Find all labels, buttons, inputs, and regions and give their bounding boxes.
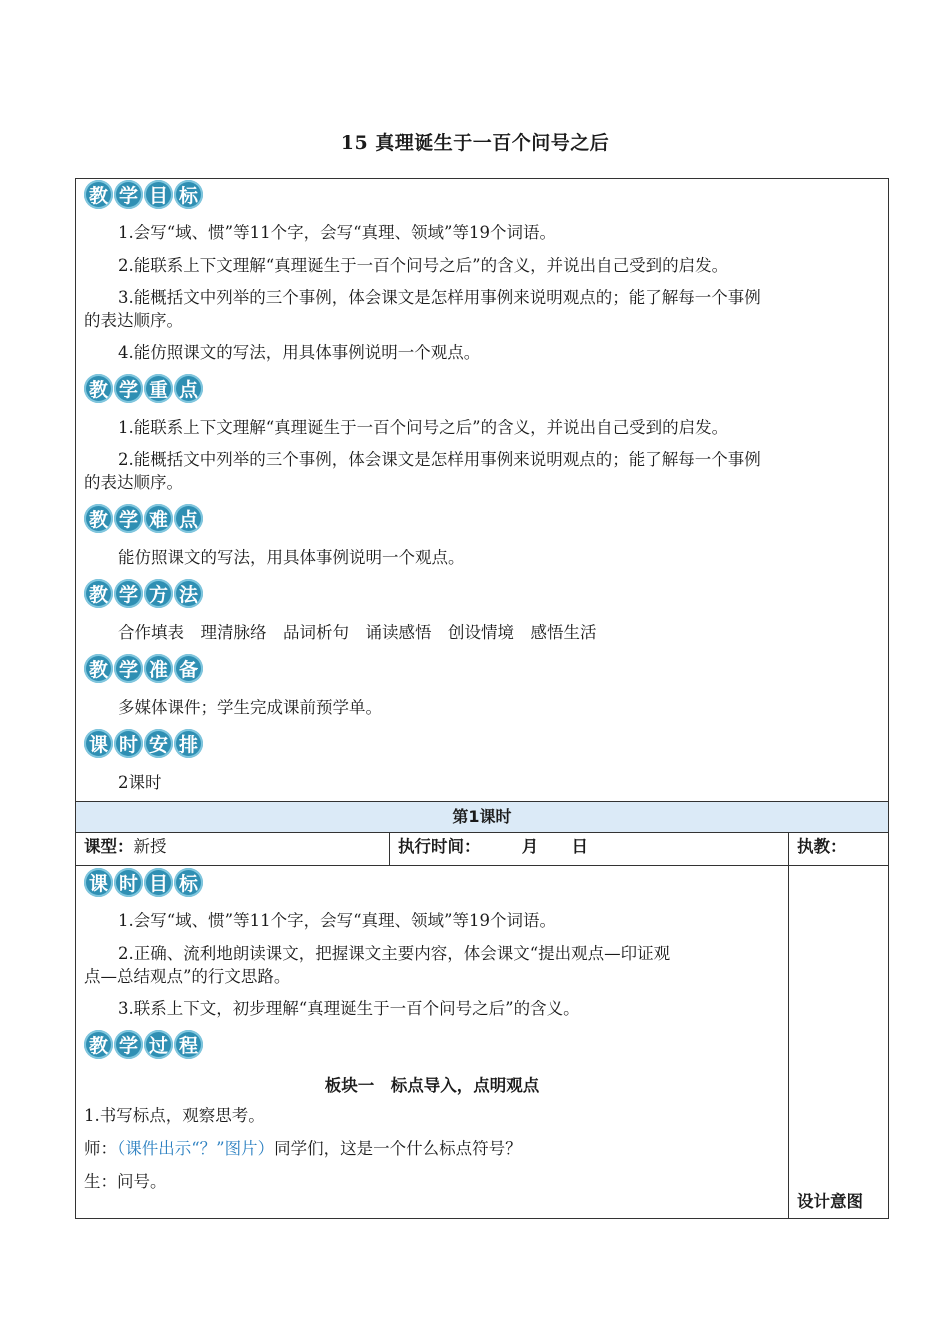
lesson-period-bar: 第1课时 [76,802,888,832]
key-point-item: 2.能概括文中列举的三个事例，体会课文是怎样用事例来说明观点的；能了解每一个事例 [118,450,761,469]
page-title: 15 真理诞生于一百个问号之后 [340,132,610,154]
preparation-item: 多媒体课件；学生完成课前预学单。 [118,698,382,717]
schedule-item: 2课时 [118,773,162,792]
badge-char: 标 [174,868,203,897]
badge-char: 学 [114,374,143,403]
teacher-prefix: 师： [84,1139,117,1158]
badge-char: 目 [144,180,173,209]
badge-char: 标 [174,180,203,209]
courseware-note: （课件出示“？”图片） [117,1139,275,1158]
badge-char: 难 [144,504,173,533]
month-label: 月 [521,837,539,856]
key-point-item: 1.能联系上下文理解“真理诞生于一百个问号之后”的含义，并说出自己受到的启发。 [118,418,729,437]
badge-char: 程 [174,1030,203,1059]
badge-char: 时 [114,729,143,758]
student-line: 生：问号。 [84,1172,167,1191]
objective-item: 2.能联系上下文理解“真理诞生于一百个问号之后”的含义，并说出自己受到的启发。 [118,256,729,275]
lesson-type-value: 新授 [133,837,167,856]
day-label: 日 [571,837,588,856]
badge-char: 目 [144,868,173,897]
badge-char: 课 [84,868,113,897]
process-header [84,1030,203,1062]
lesson-type [84,836,167,858]
badge-char: 教 [84,1030,113,1059]
design-intent-label: 设计意图 [797,1192,863,1211]
badge-char: 教 [84,180,113,209]
lesson-type-label: 课型： [84,837,134,856]
objective-item: 4.能仿照课文的写法，用具体事例说明一个观点。 [118,343,481,362]
divider [75,865,889,866]
teacher-line [84,1138,522,1160]
badge-char: 点 [174,504,203,533]
execution-time [398,836,588,858]
badge-char: 方 [144,579,173,608]
lesson-objectives-header [84,868,203,900]
preparation-header [84,654,203,686]
badge-char: 时 [114,868,143,897]
schedule-header [84,729,203,761]
lesson-objective-item: 2.正确、流利地朗读课文，把握课文主要内容，体会课文“提出观点—印证观 [118,944,671,963]
badge-char: 教 [84,374,113,403]
badge-char: 排 [174,729,203,758]
objectives-header [84,180,203,212]
badge-char: 点 [174,374,203,403]
badge-char: 备 [174,654,203,683]
badge-char: 法 [174,579,203,608]
badge-char: 准 [144,654,173,683]
divider [389,833,390,865]
difficulty-item: 能仿照课文的写法，用具体事例说明一个观点。 [118,548,465,567]
execution-time-label: 执行时间： [398,837,481,856]
divider [75,832,889,833]
divider [788,833,789,1219]
badge-char: 重 [144,374,173,403]
badge-char: 过 [144,1030,173,1059]
objective-item: 3.能概括文中列举的三个事例，体会课文是怎样用事例来说明观点的；能了解每一个事例 [118,288,761,307]
badge-char: 教 [84,654,113,683]
objective-item: 1.会写“域、惯”等11个字，会写“真理、领域”等19个词语。 [118,223,556,242]
badge-char: 安 [144,729,173,758]
badge-char: 学 [114,180,143,209]
methods-header [84,579,203,611]
teacher-text: 同学们，这是一个什么标点符号？ [274,1139,522,1158]
process-step: 1.书写标点，观察思考。 [84,1106,265,1125]
lesson-objective-item: 1.会写“域、惯”等11个字，会写“真理、领域”等19个词语。 [118,911,556,930]
badge-char: 教 [84,504,113,533]
key-points-header [84,374,203,406]
badge-char: 学 [114,1030,143,1059]
badge-char: 教 [84,579,113,608]
key-point-item-cont: 的表达顺序。 [84,473,183,492]
block-title: 板块一 标点导入，点明观点 [324,1076,540,1095]
badge-char: 课 [84,729,113,758]
methods-item: 合作填表 理清脉络 品词析句 诵读感悟 创设情境 感悟生活 [118,623,597,642]
badge-char: 学 [114,504,143,533]
badge-char: 学 [114,579,143,608]
difficulties-header [84,504,203,536]
lesson-objective-item: 3.联系上下文，初步理解“真理诞生于一百个问号之后”的含义。 [118,999,580,1018]
teacher-label: 执教： [797,837,847,856]
lesson-objective-item-cont: 点—总结观点”的行文思路。 [84,967,291,986]
objective-item-cont: 的表达顺序。 [84,311,183,330]
badge-char: 学 [114,654,143,683]
